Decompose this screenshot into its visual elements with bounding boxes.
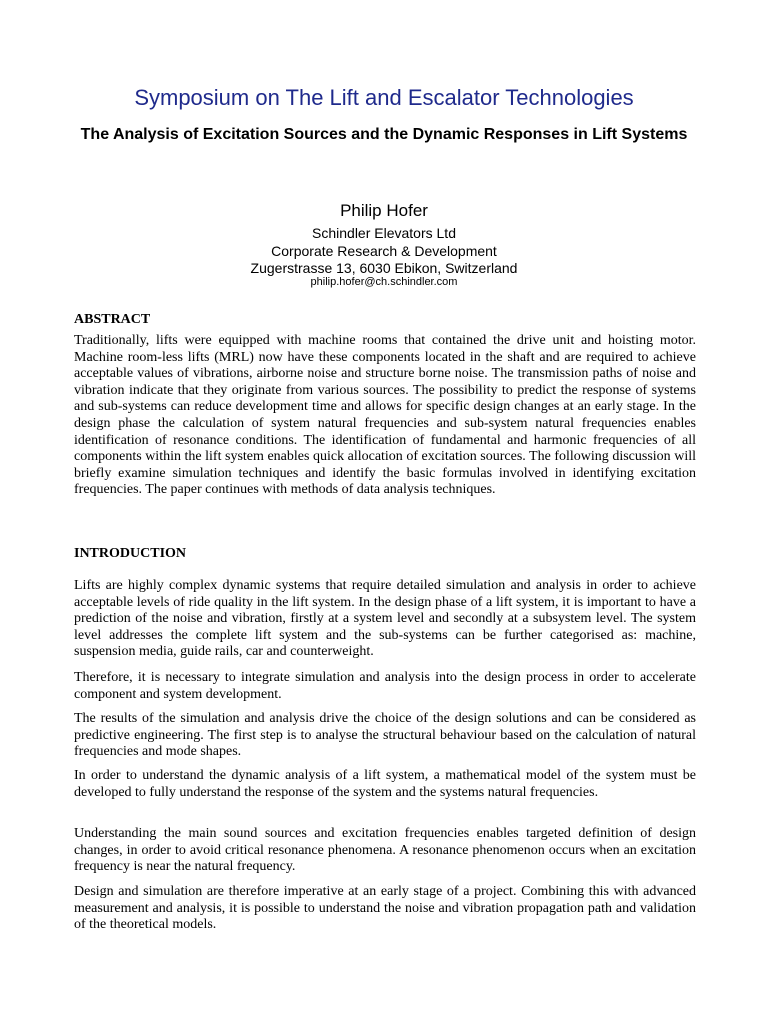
- symposium-title: Symposium on The Lift and Escalator Technologies: [134, 85, 634, 110]
- author-company: Schindler Elevators Ltd: [312, 225, 456, 241]
- abstract-paragraph: Traditionally, lifts were equipped with machine rooms that contained the drive unit and hoisting motor. Machine room-less lifts (MRL) now have these components located in the shaft and are required to achieve acceptable values of vibrations, airborne noise and structure borne noise. The transmission paths of noise and vibration indicate that they originate from various sources. The possibility to predict the response of systems and sub-systems can reduce development time and allows for specific design changes at an early stage. In the design phase the calculation of system natural frequencies and sub-system natural frequencies enables identification of resonance conditions. The identification of fundamental and harmonic frequencies of all components within the lift system enables quick allocation of excitation sources. The following discussion will briefly examine simulation techniques and identify the basic formulas involved in identifying excitation frequencies. The paper continues with methods of data analysis techniques.: [74, 333, 696, 498]
- intro-paragraph-2: Therefore, it is necessary to integrate simulation and analysis into the design process in order to accelerate component and system development.: [74, 670, 696, 702]
- introduction-heading: INTRODUCTION: [74, 546, 187, 561]
- author-email: philip.hofer@ch.schindler.com: [310, 276, 458, 288]
- intro-paragraph-4: In order to understand the dynamic analysis of a lift system, a mathematical model of the system must be developed to fully understand the response of the system and the systems natural frequencies.: [74, 768, 696, 800]
- author-address: Zugerstrasse 13, 6030 Ebikon, Switzerland: [250, 260, 518, 276]
- intro-paragraph-5: Understanding the main sound sources and excitation frequencies enables targeted definition of design changes, in order to avoid critical resonance phenomena. A resonance phenomenon occurs when an excitation frequency is near the natural frequency.: [74, 826, 696, 875]
- intro-paragraph-6: Design and simulation are therefore imperative at an early stage of a project. Combining this with advanced measurement and analysis, it is possible to understand the noise and vibration propagation path and validation of the theoretical models.: [74, 884, 696, 933]
- abstract-heading: ABSTRACT: [74, 312, 151, 327]
- author-name: Philip Hofer: [340, 201, 428, 220]
- paper-title: The Analysis of Excitation Sources and the Dynamic Responses in Lift Systems: [80, 126, 688, 143]
- author-department: Corporate Research & Development: [271, 243, 497, 259]
- intro-paragraph-3: The results of the simulation and analysis drive the choice of the design solutions and can be considered as predictive engineering. The first step is to analyse the structural behaviour based on the calculation of natural frequencies and mode shapes.: [74, 711, 696, 760]
- intro-paragraph-1: Lifts are highly complex dynamic systems that require detailed simulation and analysis in order to achieve acceptable levels of ride quality in the lift system. In the design phase of a lift system, it is important to have a prediction of the noise and vibration, firstly at a system level and secondly at a subsystem level. The system level addresses the complete lift system and the sub-systems can be further categorised as: machine, suspension media, guide rails, car and counterweight.: [74, 578, 696, 660]
